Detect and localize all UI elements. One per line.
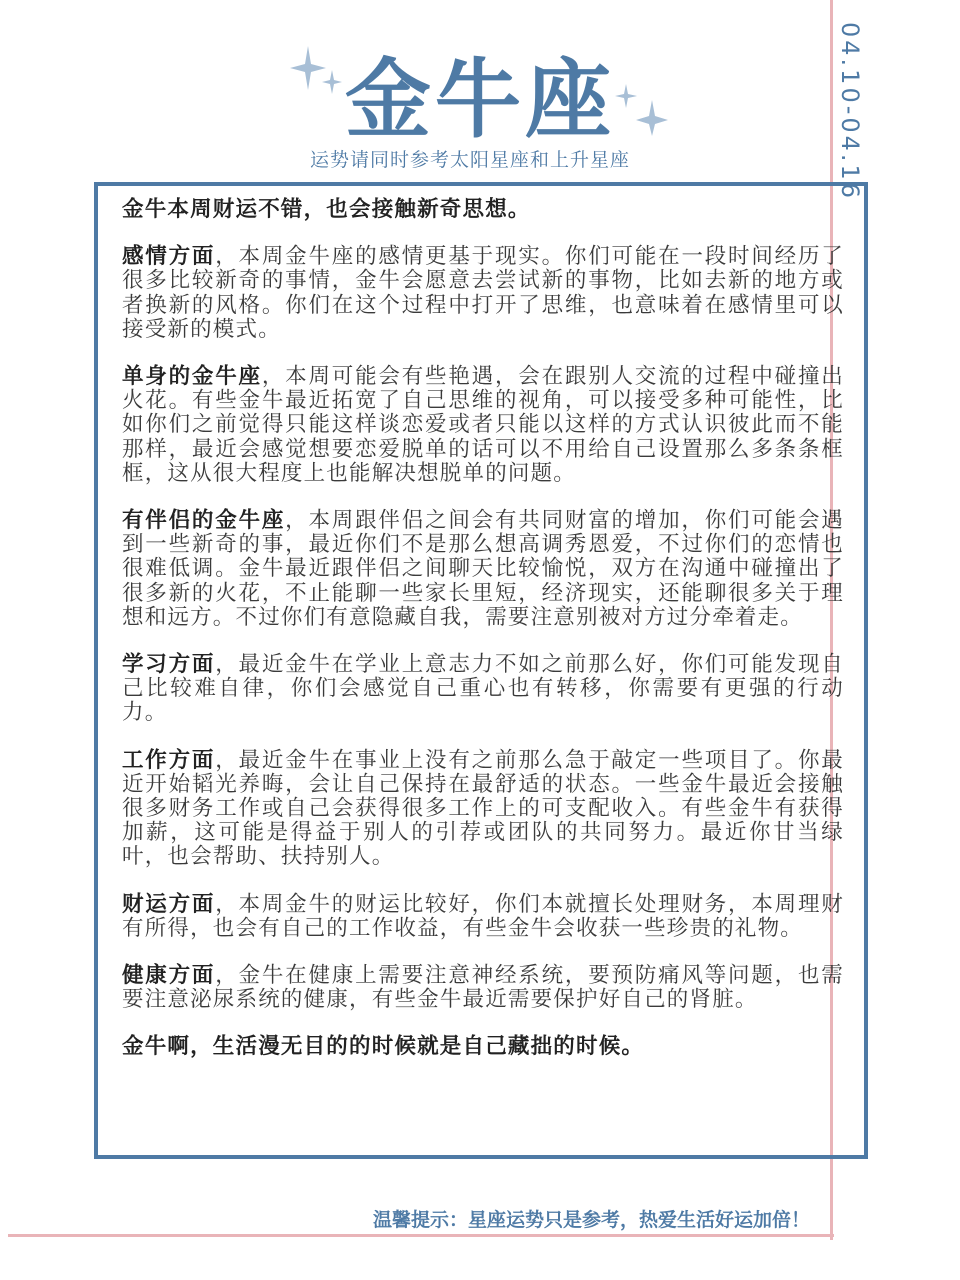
section-heading: 工作方面	[122, 747, 216, 773]
section-paragraph	[122, 964, 844, 1012]
section-paragraph	[122, 509, 844, 630]
section-heading: 感情方面	[122, 244, 216, 270]
section-text: ，最近金牛在事业上没有之前那么急于敲定一些项目了。你最近开始韬光养晦，会让自己保持在最舒适的状态。一些金牛最近会接触很多财务工作或自己会获得很多工作上的可支配收入。有些金牛有获得加薪，这可能是得益于别人的引荐或团队的共同努力。最近你甘当绿叶，也会帮助、扶持别人。	[122, 747, 844, 870]
section-text: ，本周金牛座的感情更基于现实。你们可能在一段时间经历了很多比较新奇的事情，金牛会愿意去尝试新的事物，比如去新的地方或者换新的风格。你们在这个过程中打开了思维，也意味着在感情里可以接受新的模式。	[122, 244, 844, 342]
section-text: ，本周可能会有些艳遇，会在跟别人交流的过程中碰撞出火花。有些金牛最近拓宽了自己思维的视角，可以接受多种可能性，比如你们之前觉得只能这样谈恋爱或者只能以这样的方式认识彼此而不能那样，最近会感觉想要恋爱脱单的话可以不用给自己设置那么多条条框框，这从很大程度上也能解决想脱单的问题。	[122, 364, 844, 486]
intro-text: 金牛本周财运不错，也会接触新奇思想。	[122, 197, 531, 222]
section-heading: 有伴侣的金牛座	[122, 508, 286, 534]
section-text: ，本周金牛的财运比较好，你们本就擅长处理财务，本周理财有所得，也会有自己的工作收益，有些金牛会收获一些珍贵的礼物。	[122, 891, 844, 941]
subtitle: 运势请同时参考太阳星座和上升星座	[309, 149, 630, 171]
section-paragraph	[122, 893, 844, 941]
horoscope-card	[94, 182, 868, 1159]
closing-text: 金牛啊，生活漫无目的的时候就是自己藏拙的时候。	[122, 1034, 645, 1060]
section-text: ，最近金牛在学业上意志力不如之前那么好，你们可能发现自己比较难自律，你们会感觉自己重心也有转移，你需要有更强的行动力。	[122, 652, 844, 726]
section-paragraph	[122, 245, 844, 342]
page-title: 金牛座	[345, 50, 615, 150]
section-paragraph	[122, 365, 844, 486]
footer-tip: 温馨提示：星座运势只是参考，热爱生活好运加倍！	[372, 1209, 810, 1231]
section-heading: 单身的金牛座	[122, 364, 262, 390]
section-paragraph	[122, 749, 844, 870]
section-text: ，金牛在健康上需要注意神经系统，要预防痛风等问题，也需要注意泌尿系统的健康，有些金牛最近需要保护好自己的肾脏。	[122, 963, 844, 1013]
date-range: 04.10-04.16	[836, 22, 864, 202]
section-heading: 财运方面	[122, 891, 216, 917]
section-text: ，本周跟伴侣之间会有共同财富的增加，你们可能会遇到一些新奇的事，最近你们不是那么想高调秀恩爱，不过你们的恋情也很难低调。金牛最近跟伴侣之间聊天比较愉悦，双方在沟通中碰撞出了很多新的火花，不止能聊一些家长里短，经济现实，还能聊很多关于理想和远方。不过你们有意隐藏自我，需要注意别被对方过分牵着走。	[122, 508, 844, 630]
section-heading: 健康方面	[122, 963, 216, 989]
section-paragraph	[122, 653, 844, 726]
section-heading: 学习方面	[122, 652, 216, 678]
pink-horizontal-line	[8, 1234, 834, 1237]
